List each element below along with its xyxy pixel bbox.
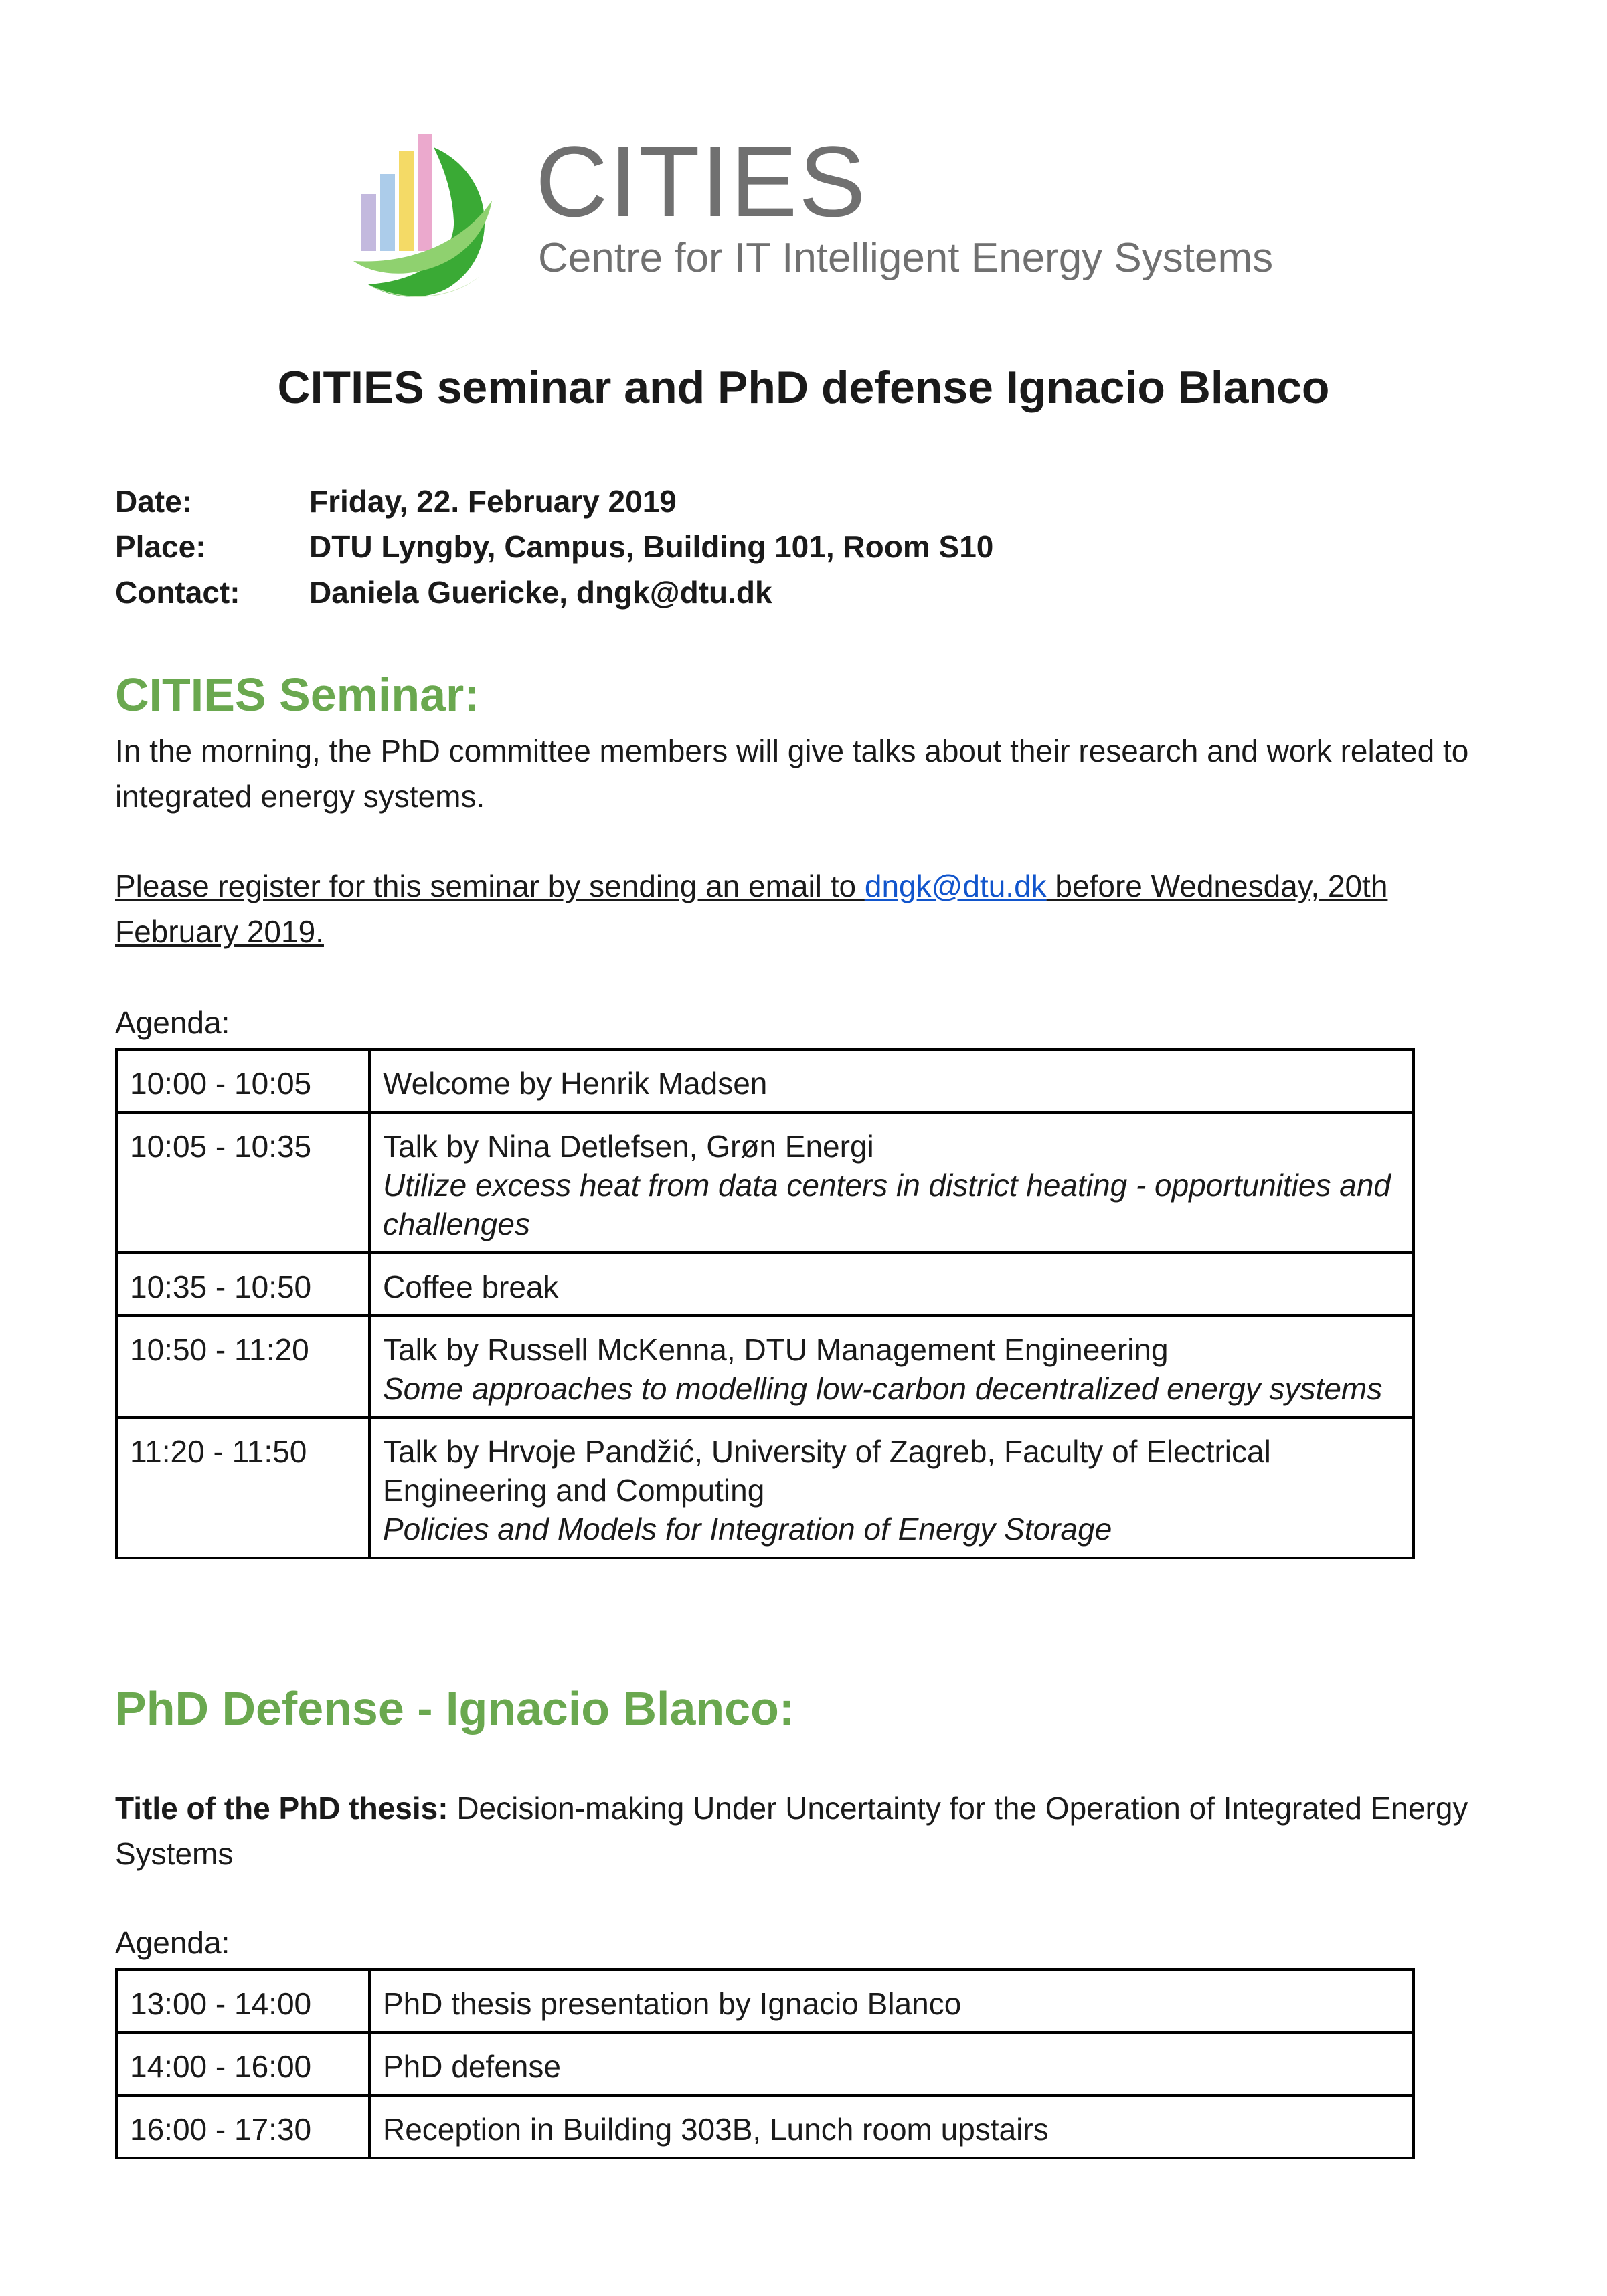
event-details (115, 483, 993, 620)
defense-agenda-label: Agenda: (115, 1925, 230, 1960)
agenda-time: 16:00 - 17:30 (116, 2095, 369, 2158)
agenda-time: 14:00 - 16:00 (116, 2032, 369, 2095)
place-row (115, 529, 993, 574)
table-row (116, 1112, 1414, 1253)
cities-logo-mark-icon (348, 120, 509, 308)
contact-label: Contact: (115, 575, 240, 610)
thesis-title-text: Decision-making Under Uncertainty for the Operation of Integrated Energy Systems (115, 1791, 1468, 1871)
table-row (116, 2095, 1414, 2158)
agenda-item (369, 1049, 1414, 1112)
table-row (116, 2032, 1414, 2095)
seminar-intro: In the morning, the PhD committee members will give talks about their research and work related to integrated energy systems. (115, 733, 1469, 814)
agenda-time: 11:20 - 11:50 (116, 1417, 369, 1558)
seminar-heading: CITIES Seminar: (115, 669, 480, 721)
seminar-agenda-label: Agenda: (115, 1005, 230, 1040)
date-row (115, 483, 993, 529)
agenda-item-text: Talk by Nina Detlefsen, Grøn Energi (383, 1129, 874, 1164)
agenda-item (369, 1253, 1414, 1316)
page-title: CITIES seminar and PhD defense Ignacio Blanco (277, 362, 1330, 413)
agenda-time: 10:35 - 10:50 (116, 1253, 369, 1316)
agenda-time: 10:00 - 10:05 (116, 1049, 369, 1112)
date-value: Friday, 22. February 2019 (309, 484, 677, 519)
agenda-item (369, 1112, 1414, 1253)
logo-name: CITIES (535, 125, 867, 238)
registration-text-before: Please register for this seminar by sending an email to (115, 869, 865, 903)
thesis-title-paragraph (115, 1785, 1494, 1876)
agenda-item (369, 1417, 1414, 1558)
agenda-time: 10:05 - 10:35 (116, 1112, 369, 1253)
agenda-talk-title: Utilize excess heat from data centers in district heating - opportunities and challenges (383, 1168, 1391, 1241)
date-label: Date: (115, 484, 193, 519)
agenda-time: 10:50 - 11:20 (116, 1316, 369, 1417)
agenda-talk-title: Some approaches to modelling low-carbon decentralized energy systems (383, 1371, 1383, 1406)
agenda-item (369, 1316, 1414, 1417)
agenda-item-text: PhD thesis presentation by Ignacio Blanco (369, 1969, 1414, 2032)
agenda-item-text: Talk by Russell McKenna, DTU Management Engineering (383, 1332, 1169, 1367)
agenda-item-text: Welcome by Henrik Madsen (383, 1066, 768, 1101)
agenda-talk-title: Policies and Models for Integration of Energy Storage (383, 1512, 1112, 1547)
logo-tagline: Centre for IT Intelligent Energy Systems (538, 235, 1274, 281)
table-row (116, 1969, 1414, 2032)
contact-row (115, 574, 993, 620)
place-value: DTU Lyngby, Campus, Building 101, Room S10 (309, 529, 994, 564)
cities-logo (348, 120, 1339, 321)
thesis-title-label: Title of the PhD thesis: (115, 1791, 448, 1826)
agenda-item-text: Reception in Building 303B, Lunch room upstairs (369, 2095, 1414, 2158)
table-row (116, 1049, 1414, 1112)
registration-text-after: before Wednesday, 20th February 2019. (115, 869, 1388, 949)
agenda-item-text: Coffee break (383, 1269, 559, 1304)
contact-value: Daniela Guericke, dngk@dtu.dk (309, 575, 772, 610)
agenda-item-text: PhD defense (369, 2032, 1414, 2095)
defense-agenda-table (115, 1968, 1415, 2159)
table-row (116, 1253, 1414, 1316)
defense-heading: PhD Defense - Ignacio Blanco: (115, 1682, 795, 1735)
registration-email-link[interactable]: dngk@dtu.dk (864, 869, 1047, 903)
registration-note (115, 863, 1494, 954)
table-row (116, 1316, 1414, 1417)
place-label: Place: (115, 529, 206, 564)
agenda-item-text: Talk by Hrvoje Pandžić, University of Zagreb, Faculty of Electrical Engineering and Computing (383, 1434, 1271, 1508)
seminar-agenda-table (115, 1048, 1415, 1559)
agenda-time: 13:00 - 14:00 (116, 1969, 369, 2032)
table-row (116, 1417, 1414, 1558)
